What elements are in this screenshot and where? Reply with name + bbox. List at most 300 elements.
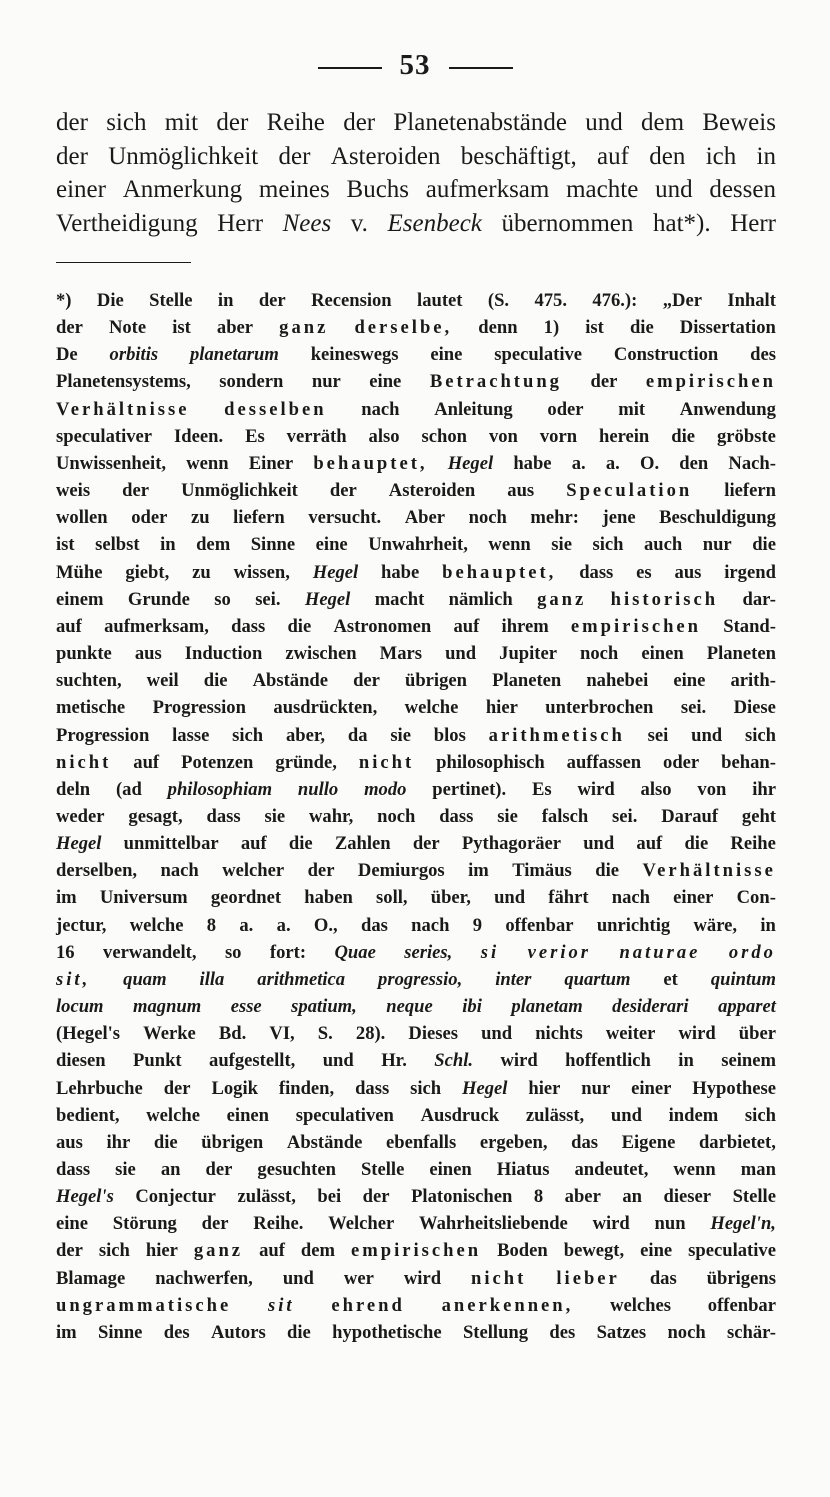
word: Pythagoräer <box>461 833 562 855</box>
footnote-line <box>56 830 776 857</box>
word: das <box>360 914 388 936</box>
word: diesen <box>56 1050 106 1072</box>
word: wird <box>577 778 615 800</box>
left-header-rule <box>318 67 382 69</box>
word: weder <box>56 805 105 827</box>
word: empirischen <box>351 1240 482 1262</box>
word: giebt, <box>125 561 170 583</box>
word: die <box>203 670 228 692</box>
word: Sinne <box>250 534 296 556</box>
word: mehr: <box>530 507 579 529</box>
footnote-line <box>56 368 776 395</box>
word: sit <box>268 1294 295 1316</box>
word: arith- <box>730 670 776 692</box>
word: Progression <box>152 697 246 719</box>
word: zulässt, <box>237 1186 296 1208</box>
word: (S. <box>487 290 510 311</box>
word: oder <box>663 751 700 773</box>
word: nullo <box>297 778 339 800</box>
word: locum <box>56 996 104 1018</box>
word: noch <box>667 1321 706 1343</box>
word: der <box>412 833 440 855</box>
word: et <box>663 968 678 990</box>
word: nur <box>311 371 341 393</box>
word: Astronomen <box>333 615 432 637</box>
word: die <box>752 534 776 556</box>
word: 8 <box>533 1186 544 1208</box>
footnote-line <box>56 857 776 884</box>
word: habe <box>381 561 420 583</box>
word: verräth <box>286 425 347 447</box>
word: auf <box>56 615 82 637</box>
word: sei. <box>255 588 281 610</box>
word: jectur, <box>56 914 107 936</box>
word: aus <box>507 480 535 502</box>
word: ihr <box>106 1131 131 1153</box>
word: der <box>353 670 380 692</box>
word: Con- <box>736 887 776 909</box>
word: wenn <box>488 534 531 556</box>
body-line <box>56 140 776 174</box>
word: ihr <box>752 778 776 800</box>
word: auf <box>636 833 663 855</box>
word: sondern <box>219 371 284 393</box>
word: esse <box>230 996 262 1018</box>
word: Dissertation <box>679 317 776 339</box>
word: eine <box>56 1213 89 1235</box>
word: quartum <box>564 968 631 990</box>
word: Anmerkung <box>122 176 243 203</box>
word: a. <box>276 914 291 936</box>
word: das <box>571 1131 598 1153</box>
word: desiderari <box>612 996 689 1018</box>
word: die <box>629 317 654 339</box>
word: Unwissenheit, <box>56 452 167 474</box>
word: Werke <box>143 1023 196 1045</box>
word: nur <box>581 1077 611 1099</box>
word: welcher <box>222 860 285 882</box>
word: wird <box>678 1023 716 1045</box>
footnote-line <box>56 1075 776 1102</box>
word: illa <box>199 968 225 990</box>
word: dass <box>206 805 241 827</box>
word: punkte <box>56 643 112 665</box>
word: von <box>697 778 727 800</box>
body-line <box>56 207 776 241</box>
footnote-line <box>56 1047 776 1074</box>
word: gründe, <box>275 751 337 773</box>
word: von <box>488 425 518 447</box>
word: Asteroiden <box>388 480 476 502</box>
word: jene <box>602 507 636 529</box>
word: da <box>347 724 368 746</box>
footnote-line <box>56 1156 776 1183</box>
word: der <box>56 109 88 136</box>
footnote-line <box>56 722 776 749</box>
footnote-line <box>56 939 776 966</box>
word: Anleitung <box>434 398 513 420</box>
word: noch <box>377 805 416 827</box>
word: wird <box>592 1213 630 1235</box>
word: andeutet, <box>574 1159 649 1180</box>
word: 28). <box>355 1023 386 1045</box>
word: geordnet <box>210 887 282 909</box>
footnote-line <box>56 1292 776 1319</box>
word: an <box>160 1159 181 1180</box>
word: schär- <box>727 1321 776 1343</box>
main-text <box>56 106 776 240</box>
word: wäre, <box>693 914 738 936</box>
footnote-line <box>56 559 776 586</box>
word: noch <box>580 643 619 665</box>
word: übrigens <box>706 1267 776 1289</box>
word: einen <box>226 1104 270 1126</box>
word: Planeten <box>492 670 562 692</box>
word: weis <box>56 480 91 502</box>
word: empirischen <box>570 615 702 637</box>
word: in <box>160 534 176 556</box>
body-line <box>56 106 776 140</box>
word: lautet <box>417 290 463 311</box>
word: Eigene <box>621 1131 676 1153</box>
word: nach <box>160 860 199 882</box>
word: eine <box>369 371 402 393</box>
word: der <box>205 1159 233 1180</box>
word: auf <box>597 142 629 170</box>
word: Ausdruck <box>420 1104 500 1126</box>
word: wird <box>403 1267 442 1289</box>
word: Hegel <box>462 1077 508 1099</box>
word: der <box>163 1077 191 1099</box>
word: derselben, <box>56 860 138 882</box>
word: man <box>740 1159 776 1180</box>
footnote-line <box>56 613 776 640</box>
word: nicht <box>471 1267 527 1289</box>
word: si <box>480 941 500 963</box>
word: pertinet). <box>432 778 507 800</box>
word: metische <box>56 697 126 719</box>
word: welche <box>146 1104 200 1126</box>
word: also <box>640 778 672 800</box>
word: Hegel's <box>56 1186 114 1208</box>
word: inter <box>495 968 532 990</box>
footnote-line <box>56 341 776 368</box>
word: nämlich <box>448 588 513 610</box>
word: fährt <box>548 887 589 909</box>
word: sei <box>647 724 669 746</box>
word: gesagt, <box>128 805 183 827</box>
word: liefern <box>724 480 776 502</box>
word: und <box>494 887 526 909</box>
word: Lehrbuche <box>56 1077 143 1099</box>
footnote-line <box>56 1237 776 1264</box>
footnote <box>56 287 776 1346</box>
word: De <box>56 344 78 366</box>
word: die <box>595 860 619 882</box>
footnote-line <box>56 396 776 423</box>
word: im <box>56 1321 77 1343</box>
word: Demiurgos <box>357 860 445 882</box>
word: der <box>362 1186 390 1208</box>
word: 16 <box>56 941 75 963</box>
word: Speculation <box>566 480 693 502</box>
word: speculative <box>688 1240 776 1262</box>
word: Grunde <box>127 588 190 610</box>
footnote-line <box>56 531 776 558</box>
word: deln <box>56 778 91 800</box>
word: Universum <box>99 887 188 909</box>
word: nach <box>361 398 400 420</box>
footnote-separator <box>56 262 191 263</box>
word: aufmerksam, <box>104 615 209 637</box>
word: „Der <box>662 290 702 311</box>
word: der <box>307 860 335 882</box>
word: macht <box>374 588 425 610</box>
word: zulässt, <box>525 1104 585 1126</box>
word: nur <box>702 534 732 556</box>
word: dass <box>579 561 614 583</box>
word: zu <box>192 561 211 583</box>
word: meines <box>258 176 330 203</box>
word: v. <box>350 209 368 237</box>
word: ganz <box>279 317 329 339</box>
word: wenn <box>673 1159 716 1180</box>
word: indem <box>668 1104 719 1126</box>
word: so <box>214 588 231 610</box>
footnote-line <box>56 504 776 531</box>
word: Hegel'n, <box>710 1213 776 1235</box>
word: sie <box>390 724 411 746</box>
word: welche <box>404 697 459 719</box>
word: einen <box>641 643 684 665</box>
word: Note <box>108 317 147 339</box>
word: Unmöglichkeit <box>181 480 298 502</box>
word: sei. <box>680 697 707 719</box>
word: Nach- <box>728 452 776 474</box>
word: finden, <box>278 1077 335 1099</box>
word: eine <box>315 534 348 556</box>
word: haben <box>304 887 353 909</box>
word: Anwendung <box>679 398 776 420</box>
word: in <box>217 290 234 311</box>
word: die <box>287 615 312 637</box>
word: dass <box>231 615 266 637</box>
word: darbietet, <box>698 1131 776 1153</box>
word: eine <box>673 670 706 692</box>
footnote-line <box>56 640 776 667</box>
word: zu <box>190 507 210 529</box>
word: a. <box>239 914 254 936</box>
word: fort: <box>269 941 307 963</box>
word: Stelle <box>732 1186 776 1208</box>
footnote-line <box>56 694 776 721</box>
word: Einer <box>248 452 294 474</box>
word: Hegel <box>56 833 102 855</box>
word: mit <box>618 398 646 420</box>
word: sich <box>744 724 776 746</box>
word: weiter <box>605 1023 656 1045</box>
word: Conjectur <box>135 1186 216 1208</box>
word: nicht <box>358 751 415 773</box>
word: oder <box>547 398 584 420</box>
word: Es <box>532 778 552 800</box>
word: modo <box>364 778 407 800</box>
word: versucht. <box>308 507 382 529</box>
word: ehrend <box>331 1294 405 1316</box>
word: Beweis <box>702 109 776 136</box>
word: arithmetisch <box>488 724 625 746</box>
word: Induction <box>184 643 263 665</box>
word: Blamage <box>56 1267 126 1289</box>
word: Diese <box>733 697 776 719</box>
word: und <box>481 1023 513 1045</box>
word: das <box>649 1267 677 1289</box>
footnote-line <box>56 1020 776 1047</box>
word: 476.): <box>592 290 638 311</box>
footnote-line <box>56 884 776 911</box>
word: quintum <box>710 968 776 990</box>
word: Schl. <box>434 1050 474 1072</box>
word: aufmerksam <box>425 176 550 203</box>
footnote-line <box>56 776 776 803</box>
word: Progression <box>56 724 150 746</box>
word: der <box>258 290 286 311</box>
word: Hegel <box>304 588 351 610</box>
word: soll, <box>376 887 408 909</box>
footnote-line <box>56 803 776 830</box>
footnote-line <box>56 1265 776 1292</box>
word: Inhalt <box>727 290 776 311</box>
word: behauptet, <box>313 452 428 474</box>
word: sie <box>264 805 286 827</box>
word: übernommen <box>501 209 634 237</box>
word: welche <box>129 914 184 936</box>
word: VI, <box>269 1023 295 1045</box>
word: Bd. <box>218 1023 247 1045</box>
word: Reihe <box>266 109 325 136</box>
word: dass <box>439 805 474 827</box>
word: wird <box>500 1050 538 1072</box>
word: a. <box>571 452 586 474</box>
word: zwischen <box>285 643 357 665</box>
word: sie <box>115 1159 136 1180</box>
word: magnum <box>133 996 202 1018</box>
word: ist <box>172 317 191 339</box>
word: falsch <box>541 805 589 827</box>
word: Jupiter <box>499 643 557 665</box>
word: und <box>655 176 693 203</box>
word: verwandelt, <box>103 941 197 963</box>
word: sie <box>497 805 518 827</box>
footnote-line <box>56 423 776 450</box>
word: bewegt, <box>563 1240 625 1262</box>
footnote-line <box>56 1129 776 1156</box>
word: O., <box>313 914 338 936</box>
word: Platonischen <box>411 1186 513 1208</box>
word: eine <box>640 1240 673 1262</box>
word: sei. <box>612 805 638 827</box>
word: nachwerfen, <box>155 1267 253 1289</box>
word: Potenzen <box>181 751 254 773</box>
word: Aber <box>404 507 446 529</box>
word: Nees <box>282 209 332 237</box>
word: philosophisch <box>436 751 545 773</box>
word: apparet <box>718 996 776 1018</box>
footnote-line <box>56 1183 776 1210</box>
word: planetam <box>511 996 583 1018</box>
word: Autors <box>210 1321 266 1343</box>
word: hier <box>528 1077 561 1099</box>
word: Beschuldigung <box>659 507 776 529</box>
word: Dieses <box>408 1023 458 1045</box>
word: offenbar <box>707 1294 776 1316</box>
word: des <box>549 1321 576 1343</box>
word: den <box>679 452 709 474</box>
word: denn <box>478 317 518 339</box>
word: spatium, <box>291 996 357 1018</box>
word: Sinne <box>97 1321 143 1343</box>
word: ganz <box>193 1240 244 1262</box>
word: sich <box>592 534 624 556</box>
word: der <box>216 109 249 136</box>
word: sich <box>232 724 264 746</box>
word: Betrachtung <box>429 371 562 393</box>
word: dieser <box>663 1186 712 1208</box>
body-line <box>56 173 776 207</box>
word: suchten, <box>56 670 122 692</box>
word: im <box>468 860 489 882</box>
word: liefern <box>233 507 285 529</box>
right-header-rule <box>449 67 513 69</box>
word: hat*). <box>652 209 711 237</box>
footnote-line <box>56 966 776 993</box>
word: ganz <box>537 588 587 610</box>
word: und <box>585 109 623 136</box>
word: speculativen <box>295 1104 394 1126</box>
word: Darauf <box>661 805 719 827</box>
word: mit <box>164 109 199 136</box>
word: Asteroiden <box>330 142 441 170</box>
footnote-line <box>56 477 776 504</box>
word: keineswegs <box>310 344 399 366</box>
word: die <box>288 833 313 855</box>
word: gröbste <box>716 425 776 447</box>
word: Abstände <box>252 670 329 692</box>
word: philosophiam <box>167 778 273 800</box>
word: anerkennen, <box>441 1294 574 1316</box>
word: (Hegel's <box>56 1023 121 1045</box>
word: einem <box>56 588 104 610</box>
footnote-line <box>56 1102 776 1129</box>
word: aus <box>674 561 702 583</box>
word: verior <box>527 941 592 963</box>
word: den <box>649 142 686 170</box>
word: die <box>287 1321 311 1343</box>
word: hier <box>145 1240 178 1262</box>
word: des <box>750 344 776 366</box>
word: ibi <box>462 996 482 1018</box>
word: behauptet, <box>442 561 557 583</box>
word: sich <box>98 1240 130 1262</box>
word: die <box>671 425 696 447</box>
word: auf <box>240 833 267 855</box>
footnote-line <box>56 667 776 694</box>
word: in <box>678 1050 694 1072</box>
footnote-line <box>56 749 776 776</box>
word: wer <box>343 1267 374 1289</box>
footnote-line <box>56 993 776 1020</box>
word: nach <box>411 914 450 936</box>
